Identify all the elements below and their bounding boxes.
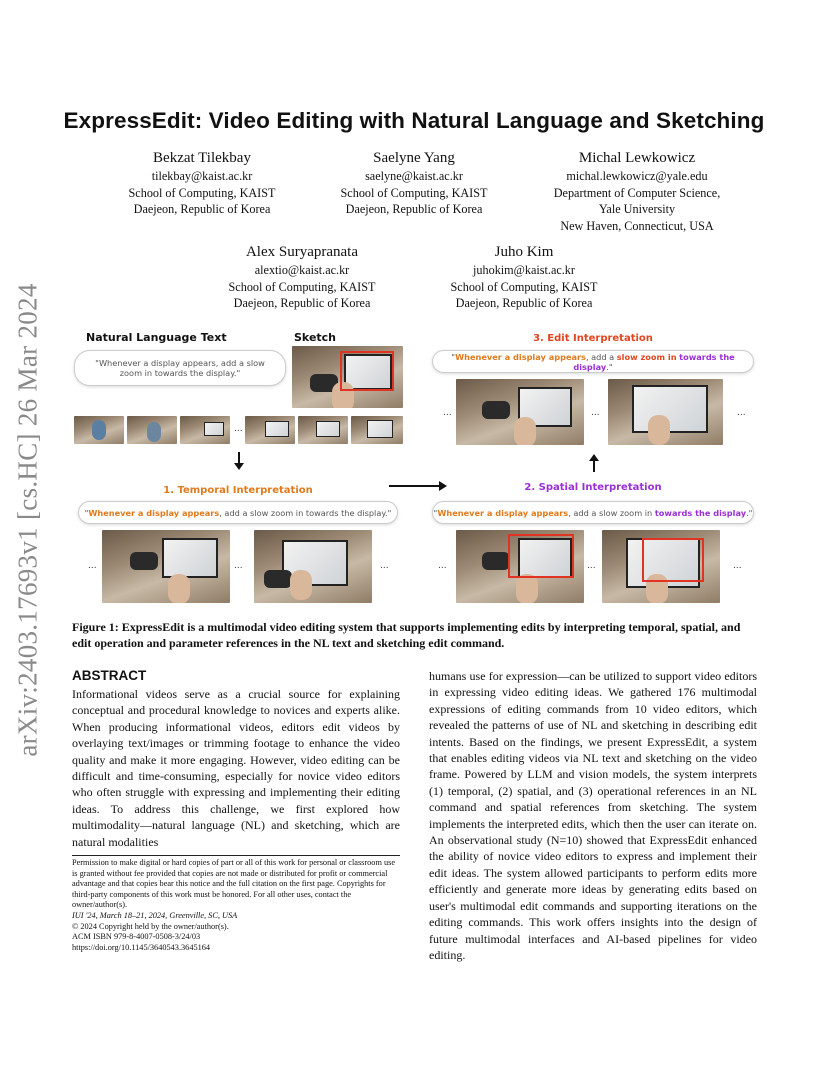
author-affil: Department of Computer Science, <box>553 185 721 200</box>
temporal-highlight: Whenever a display appears <box>88 507 220 518</box>
author-email: saelyne@kaist.ac.kr <box>365 169 463 183</box>
stage-spatial-title: 2. Spatial Interpretation <box>524 482 662 493</box>
nl-text-label: Natural Language Text <box>86 331 227 344</box>
command-rest: , add a slow zoom in <box>568 507 655 518</box>
ellipsis: ... <box>234 561 243 571</box>
arxiv-stamp <box>8 280 48 760</box>
abstract-left-column: Informational videos serve as a crucial source for explaining conceptual and procedural knowledge to novices and experts alike. When producing informational videos, editors edit videos by overlaying text/images or trimming footage to enhance the video quality and make it more engaging. However, video editing can be difficult and time-consuming, especially for novice video editors who often struggle with expressing and implementing their editing ideas. To address this challenge, we first explored how multimodality—natural language (NL) and sketching, which are natural modalities <box>72 687 400 849</box>
author-name: Juho Kim <box>494 244 554 260</box>
ellipsis: ... <box>88 561 97 571</box>
ellipsis: ... <box>438 561 447 571</box>
author-affil: School of Computing, KAIST <box>128 185 276 200</box>
up-arrow-icon <box>593 460 595 472</box>
quote-open: " <box>84 507 89 518</box>
command-rest: , add a slow zoom in towards the display <box>219 507 386 518</box>
abstract-right-column: humans use for expression—can be utilized to support video editors in expressing video editing ideas. We gathered 176 multimodal expressions of editing commands from 10 video editors, which revealed the patterns of use of NL and sketching in describing edit intents. Based on the findings, we present ExpressEdit, a system that enables editing videos via NL text and sketching on the video frame. Powered by LLM and vision models, the system interprets (1) temporal, (2) spatial, and (3) operational references in an NL command and spatial references from sketching. The system implements the interpreted edits, which then the user can iterate on. An observational study (N=10) showed that ExpressEdit enhanced the ability of novice video editors to express and implement their edit ideas. The system allowed participants to perform edits more efficiently and generate more ideas by generating edits based on user's multimodal edit commands and supporting iterations on the editing commands. This work offers insights into the design of future multimodal interfaces and AI-based pipelines for video editing. <box>429 669 757 962</box>
spatial-highlight: towards the display <box>654 507 747 518</box>
arxiv-id: arXiv:2403.17693v1 [cs.HC] 26 Mar 2024 <box>12 283 43 757</box>
quote-close: ." <box>606 361 613 372</box>
ellipsis: ... <box>443 408 452 418</box>
author-name: Michal Lewkowicz <box>578 150 696 166</box>
author-email: michal.lewkowicz@yale.edu <box>566 169 708 183</box>
video-frame <box>456 379 584 445</box>
author-affil: Daejeon, Republic of Korea <box>345 202 483 216</box>
spatial-highlight: towards the display <box>573 351 735 372</box>
isbn-text: ACM ISBN 979-8-4007-0508-3/24/03 <box>72 932 201 942</box>
author-block <box>322 149 506 218</box>
author-block <box>432 243 616 312</box>
author-email: tilekbay@kaist.ac.kr <box>151 169 253 183</box>
ellipsis: ... <box>591 408 600 418</box>
author-affil: School of Computing, KAIST <box>228 279 376 294</box>
nl-command-bubble <box>74 350 286 386</box>
author-block <box>110 149 294 218</box>
author-name: Saelyne Yang <box>373 150 455 166</box>
author-affil: Daejeon, Republic of Korea <box>233 296 371 310</box>
author-name: Alex Suryapranata <box>245 244 359 260</box>
video-frame <box>74 416 124 444</box>
edit-bubble <box>432 350 754 373</box>
nl-command-text: "Whenever a display appears, add a slow zoom in towards the display." <box>95 358 265 378</box>
permission-text: Permission to make digital or hard copies of part or all of this work for personal or classroom use is granted without fee provided that copies are not made or distributed for profit or commercial advantage and that copies bear this notice and the full citation on the first page. Copyrights for third-party components of this work must be honored. For all other uses, contact the owner/author(s). <box>72 858 396 910</box>
abstract-heading: ABSTRACT <box>72 668 147 683</box>
copyright-text: © 2024 Copyright held by the owner/author(s). <box>72 921 229 931</box>
author-affil: School of Computing, KAIST <box>450 279 598 294</box>
video-frame <box>102 530 230 603</box>
figure-caption: Figure 1: ExpressEdit is a multimodal video editing system that supports implementing edits by interpreting temporal, spatial, and edit operation and parameter references in the NL text and sketching edit command. <box>72 620 741 650</box>
footnote-rule <box>72 855 400 856</box>
operation-highlight: slow zoom in <box>616 351 677 362</box>
video-frame <box>298 416 348 444</box>
stage-edit-title: 3. Edit Interpretation <box>533 333 653 344</box>
video-frame <box>608 379 723 445</box>
video-frame <box>254 530 372 603</box>
temporal-highlight: Whenever a display appears <box>437 507 569 518</box>
quote-open: " <box>451 351 456 362</box>
ellipsis: ... <box>234 424 243 434</box>
spatial-bubble <box>432 501 754 524</box>
video-frame <box>456 530 584 603</box>
stage-temporal-title: 1. Temporal Interpretation <box>163 485 313 496</box>
temporal-bubble <box>78 501 398 524</box>
video-frame <box>180 416 230 444</box>
author-block <box>530 149 744 234</box>
sketch-frame <box>292 346 403 408</box>
ellipsis: ... <box>733 561 742 571</box>
author-name: Bekzat Tilekbay <box>153 150 251 166</box>
author-affil: Yale University <box>598 202 676 216</box>
author-block <box>210 243 394 312</box>
author-affil: Daejeon, Republic of Korea <box>455 296 593 310</box>
ellipsis: ... <box>737 408 746 418</box>
video-frame <box>127 416 177 444</box>
doi-link[interactable]: https://doi.org/10.1145/3640543.3645164 <box>72 942 211 952</box>
venue-text: IUI '24, March 18–21, 2024, Greenville, SC, USA <box>72 910 238 920</box>
temporal-highlight: Whenever a display appears <box>455 351 586 362</box>
author-email: alextio@kaist.ac.kr <box>254 263 350 277</box>
copyright-footnote <box>72 858 402 953</box>
quote-open: " <box>433 507 438 518</box>
down-arrow-head-icon <box>234 463 244 470</box>
video-frame <box>351 416 403 444</box>
quote-close: ." <box>746 507 753 518</box>
quote-close: ." <box>385 507 392 518</box>
sketch-label: Sketch <box>294 331 337 344</box>
command-rest: , add a <box>585 351 617 362</box>
author-affil: School of Computing, KAIST <box>340 185 488 200</box>
video-frame <box>245 416 295 444</box>
ellipsis: ... <box>587 561 596 571</box>
author-affil: New Haven, Connecticut, USA <box>560 218 714 233</box>
video-frame <box>602 530 720 603</box>
paper-title: ExpressEdit: Video Editing with Natural Language and Sketching <box>63 108 765 133</box>
author-affil: Daejeon, Republic of Korea <box>133 202 271 216</box>
ellipsis: ... <box>380 561 389 571</box>
author-email: juhokim@kaist.ac.kr <box>473 263 575 277</box>
